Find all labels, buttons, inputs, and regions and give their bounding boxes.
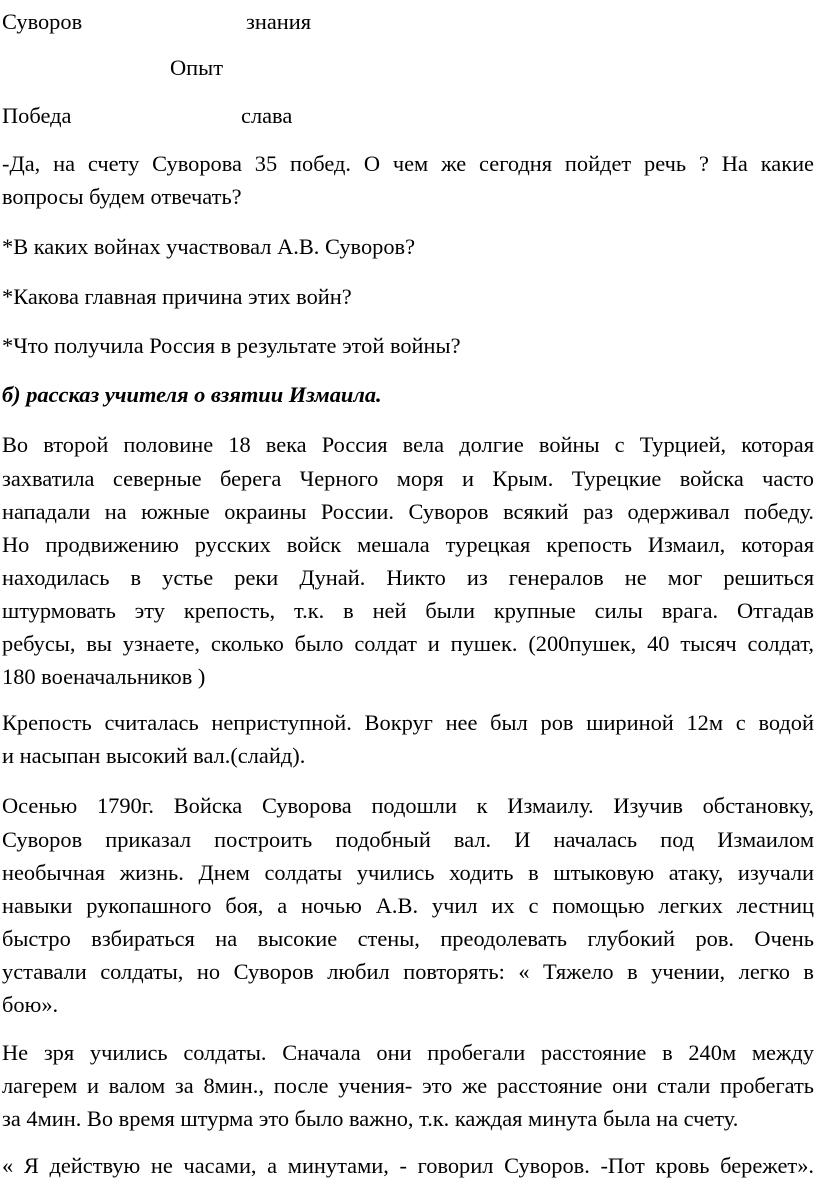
paragraph-line: уставали солдаты, но Суворов любил повторять: « Тяжело в учении, легко в	[2, 959, 814, 984]
paragraph-line: ребусы, вы узнаете, сколько было солдат и пушек. (200пушек, 40 тысяч солдат,	[2, 631, 814, 656]
question-3: *Что получила Россия в результате этой войны?	[2, 333, 461, 358]
intro-line: -Да, на счету Суворова 35 побед. О чем же сегодня пойдет речь ? На какие	[2, 151, 814, 176]
paragraph-line: находилась в устье реки Дунай. Никто из генералов не мог решиться	[2, 565, 814, 590]
question-2: *Какова главная причина этих войн?	[2, 284, 352, 309]
paragraph-line: Осенью 1790г. Войска Суворова подошли к Измаилу. Изучив обстановку,	[2, 793, 814, 818]
header-word-suvorov: Суворов	[2, 9, 83, 34]
paragraph-line: 180 военачальников )	[2, 664, 206, 689]
paragraph-line: бою».	[2, 992, 59, 1017]
intro-line: вопросы будем отвечать?	[2, 184, 242, 209]
paragraph-line: Во второй половине 18 века Россия вела долгие войны с Турцией, которая	[2, 432, 814, 457]
section-heading: б) рассказ учителя о взятии Измаила.	[2, 382, 382, 407]
paragraph-line: лагерем и валом за 8мин., после учения- это же расстояние они стали пробегать	[2, 1073, 814, 1098]
paragraph-line: необычная жизнь. Днем солдаты учились ходить в штыковую атаку, изучали	[2, 860, 814, 885]
paragraph-line: Не зря учились солдаты. Сначала они пробегали расстояние в 240м между	[2, 1040, 814, 1065]
header-word-pobeda: Победа	[2, 103, 72, 128]
paragraph-line: нападали на южные окраины России. Суворов всякий раз одерживал победу.	[2, 499, 814, 524]
question-1: *В каких войнах участвовал А.В. Суворов?	[2, 234, 416, 259]
paragraph-line: и насыпан высокий вал.(слайд).	[2, 743, 306, 768]
header-word-opyt: Опыт	[170, 55, 223, 80]
header-word-slava: слава	[241, 103, 293, 128]
paragraph-line: навыки рукопашного боя, а ночью А.В. учил их с помощью легких лестниц	[2, 893, 814, 918]
paragraph-line: за 4мин. Во время штурма это было важно, т.к. каждая минута была на счету.	[2, 1106, 739, 1131]
paragraph-line: Суворов приказал построить подобный вал. И началась под Измаилом	[2, 827, 814, 852]
header-word-znaniya: знания	[246, 9, 312, 34]
paragraph-line: быстро взбираться на высокие стены, преодолевать глубокий ров. Очень	[2, 926, 814, 951]
paragraph-line: захватила северные берега Черного моря и Крым. Турецкие войска часто	[2, 466, 814, 491]
paragraph-line: « Я действую не часами, а минутами, - говорил Суворов. -Пот кровь бережет».	[2, 1153, 814, 1178]
paragraph-line: Крепость считалась неприступной. Вокруг нее был ров шириной 12м с водой	[2, 710, 814, 735]
paragraph-line: штурмовать эту крепость, т.к. в ней были крупные силы врага. Отгадав	[2, 598, 814, 623]
paragraph-line: Но продвижению русских войск мешала турецкая крепость Измаил, которая	[2, 532, 814, 557]
